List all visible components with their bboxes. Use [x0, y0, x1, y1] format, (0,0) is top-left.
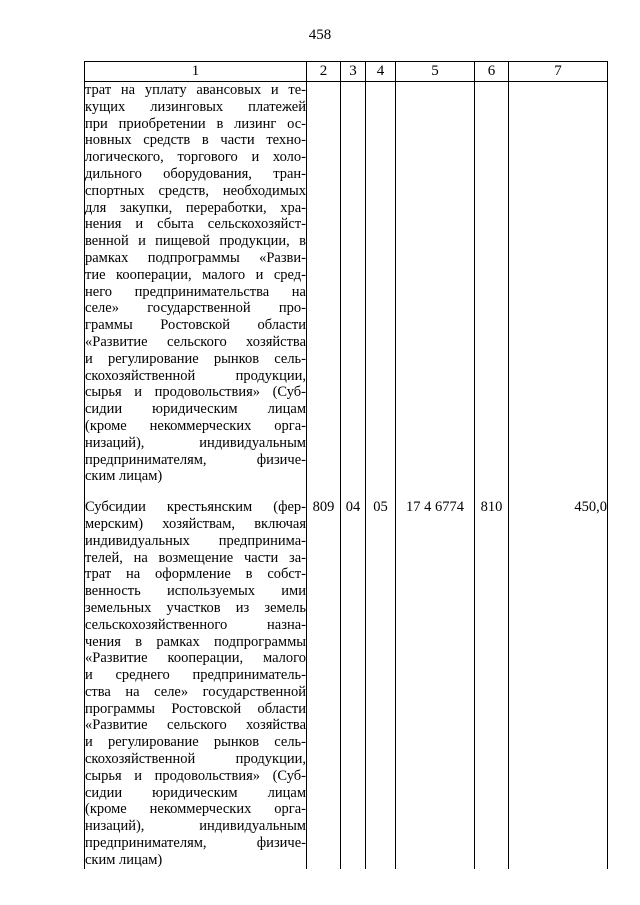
- header-col-3: 3: [341, 62, 366, 82]
- table-row: [85, 82, 608, 486]
- row-col-4: 05: [366, 499, 396, 869]
- row-col-5: [396, 82, 475, 486]
- header-col-4: 4: [366, 62, 396, 82]
- row-col-3: 04: [341, 499, 366, 869]
- page-number: 458: [308, 27, 332, 43]
- row-description: Субсидии крестьянским (фер- мерским) хозяйствам, включая индивидуальных предпринима- телей, на возмещение части за- трат на оформление в собст- венность используемых ими земельных участков из земель сельскохозяйственного назна- чения в рамках подпрограммы «Развитие кооперации, малого и среднего предприниматель- ства на селе» государственной программы Ростовской области «Развитие сельского хозяйства и регулирование рынков сель- скохозяйственной продукции, сырья и продовольствия» (Суб- сидии юридическим лицам (кроме некоммерческих орга- низаций), индивидуальным предпринимателям, физиче- ским лицам): [85, 499, 306, 868]
- row-spacer: [85, 485, 608, 499]
- row-col-7: [509, 82, 608, 486]
- header-col-6: 6: [475, 62, 509, 82]
- budget-table: [84, 61, 608, 869]
- row-col-5: 17 4 6774: [396, 499, 475, 869]
- table-row: [85, 499, 608, 869]
- header-col-5: 5: [396, 62, 475, 82]
- header-row: [85, 62, 608, 82]
- row-col-2: 809: [307, 499, 341, 869]
- header-col-2: 2: [307, 62, 341, 82]
- row-col-2: [307, 82, 341, 486]
- header-col-1: 1: [85, 62, 307, 82]
- header-col-7: 7: [509, 62, 608, 82]
- row-description: трат на уплату авансовых и те- кущих лизинговых платежей при приобретении в лизинг ос- новных средств в части техно- логического, торгового и холо- дильного оборудования, тран- спортных средств, необходимых для закупки, переработки, хра- нения и сбыта сельскохозяйст- венной и пищевой продукции, в рамках подпрограммы «Разви- тие кооперации, малого и сред- него предпринимательства на селе» государственной про- граммы Ростовской области «Развитие сельского хозяйства и регулирование рынков сель- скохозяйственной продукции, сырья и продовольствия» (Суб- сидии юридическим лицам (кроме некоммерческих орга- низаций), индивидуальным предпринимателям, физиче- ским лицам): [85, 82, 306, 485]
- row-col-4: [366, 82, 396, 486]
- row-col-6: 810: [475, 499, 509, 869]
- row-col-7: 450,0: [509, 499, 608, 869]
- row-col-3: [341, 82, 366, 486]
- row-col-6: [475, 82, 509, 486]
